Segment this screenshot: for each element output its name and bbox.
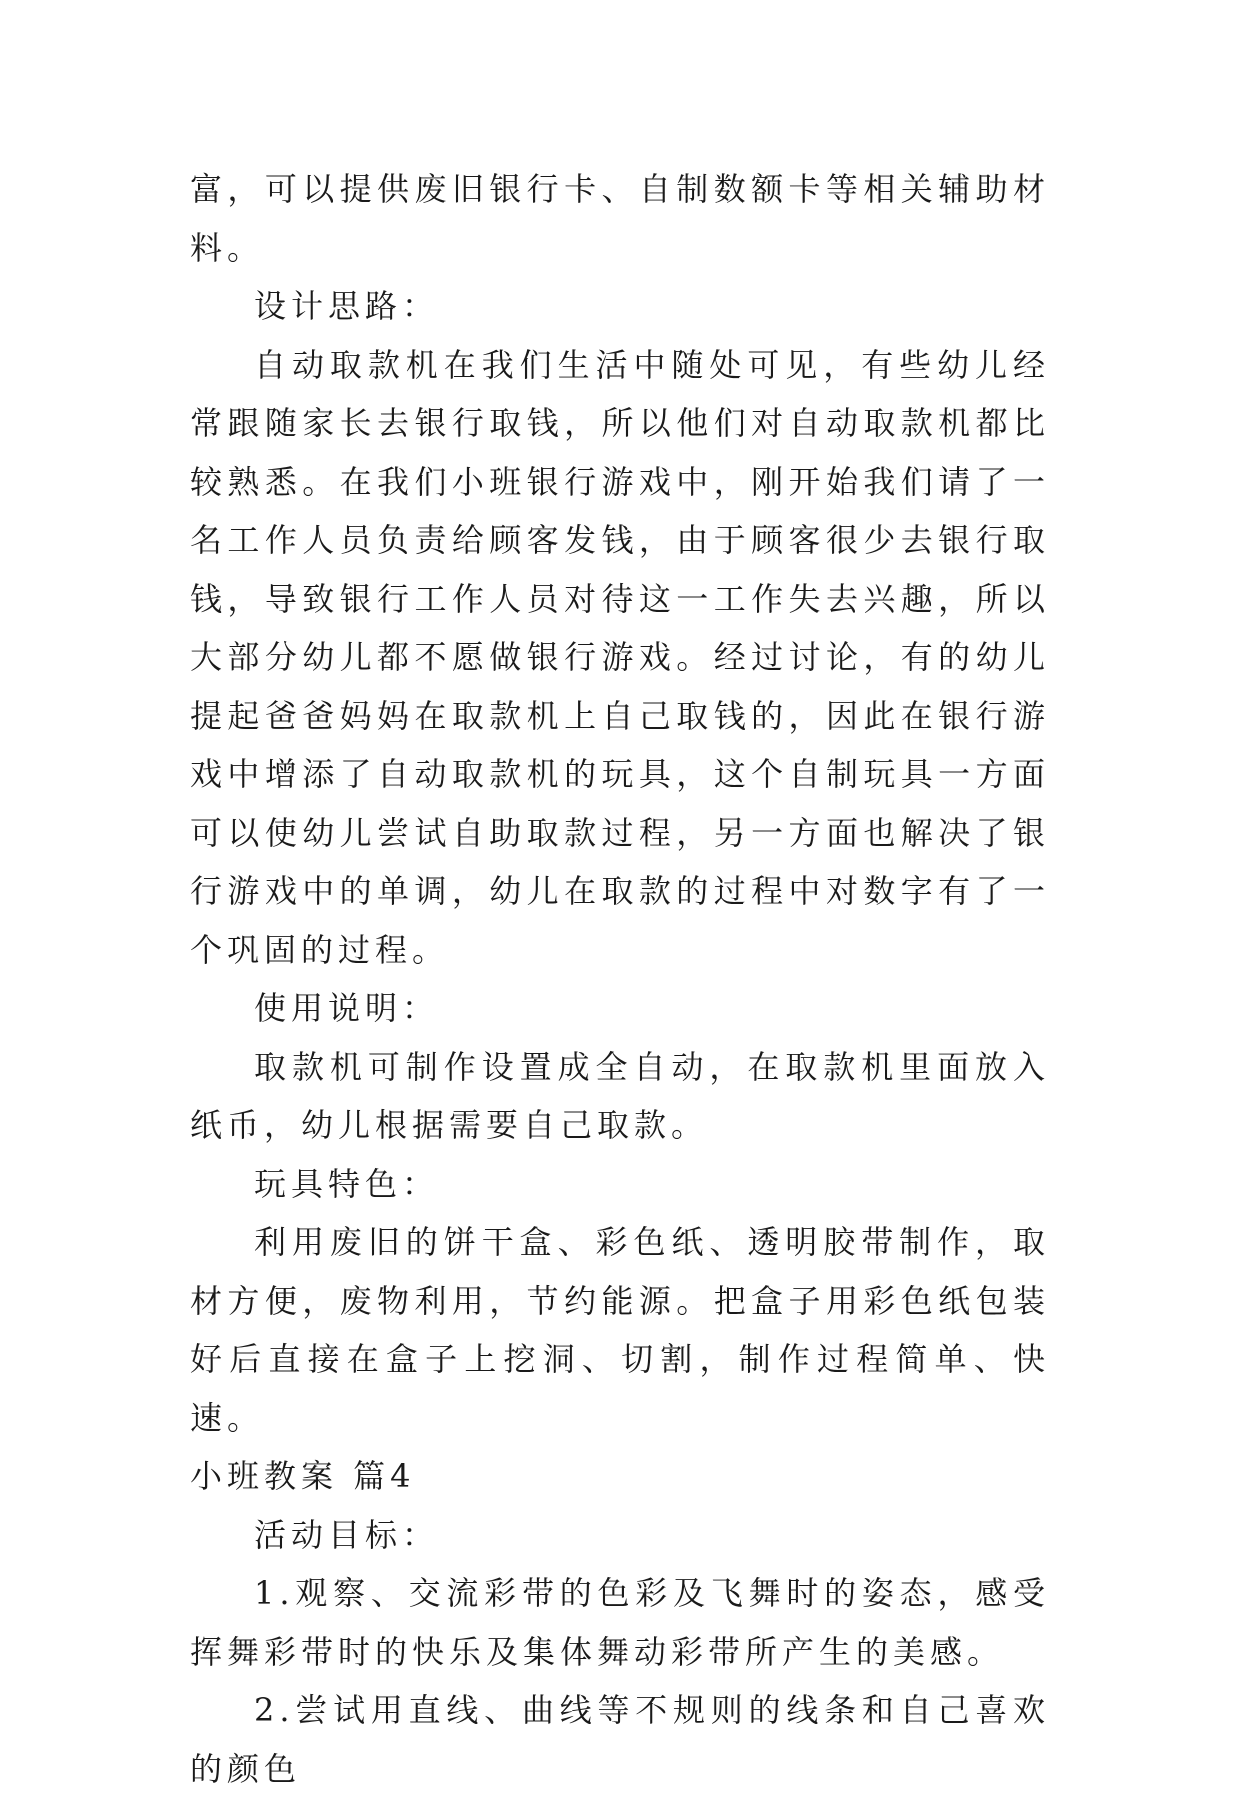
section-label-usage: 使用说明：	[254, 989, 440, 1027]
goal-item: 1.观察、交流彩带的色彩及飞舞时的姿态，感受挥舞彩带时的快乐及集体舞动彩带所产生的美感。	[190, 1574, 1050, 1671]
body-paragraph: 富，可以提供废旧银行卡、自制数额卡等相关辅助材料。	[190, 170, 1050, 267]
body-paragraph: 取款机可制作设置成全自动，在取款机里面放入纸币，幼儿根据需要自己取款。	[190, 1047, 1050, 1144]
section-label-goals: 活动目标：	[254, 1515, 440, 1554]
goal-item: 2.尝试用直线、曲线等不规则的线条和自己喜欢的颜色	[190, 1691, 1050, 1788]
section-label-design-idea: 设计思路：	[254, 287, 440, 325]
section-label-features: 玩具特色：	[254, 1164, 440, 1203]
body-paragraph: 自动取款机在我们生活中随处可见，有些幼儿经常跟随家长去银行取钱，所以他们对自动取款机都比较熟悉。在我们小班银行游戏中，刚开始我们请了一名工作人员负责给顾客发钱，由于顾客很少去银行取钱，导致银行工作人员对待这一工作失去兴趣，所以大部分幼儿都不愿做银行游戏。经过讨论，有的幼儿提起爸爸妈妈在取款机上自己取钱的，因此在银行游戏中增添了自动取款机的玩具，这个自制玩具一方面可以使幼儿尝试自助取款过程，另一方面也解决了银行游戏中的单调，幼儿在取款的过程中对数字有了一个巩固的过程。	[190, 345, 1050, 969]
body-paragraph: 利用废旧的饼干盒、彩色纸、透明胶带制作，取材方便，废物利用，节约能源。把盒子用彩色纸包装好后直接在盒子上挖洞、切割，制作过程简单、快速。	[190, 1223, 1050, 1437]
lesson-heading: 小班教案 篇4	[190, 1457, 416, 1495]
document-body	[190, 160, 1050, 1798]
